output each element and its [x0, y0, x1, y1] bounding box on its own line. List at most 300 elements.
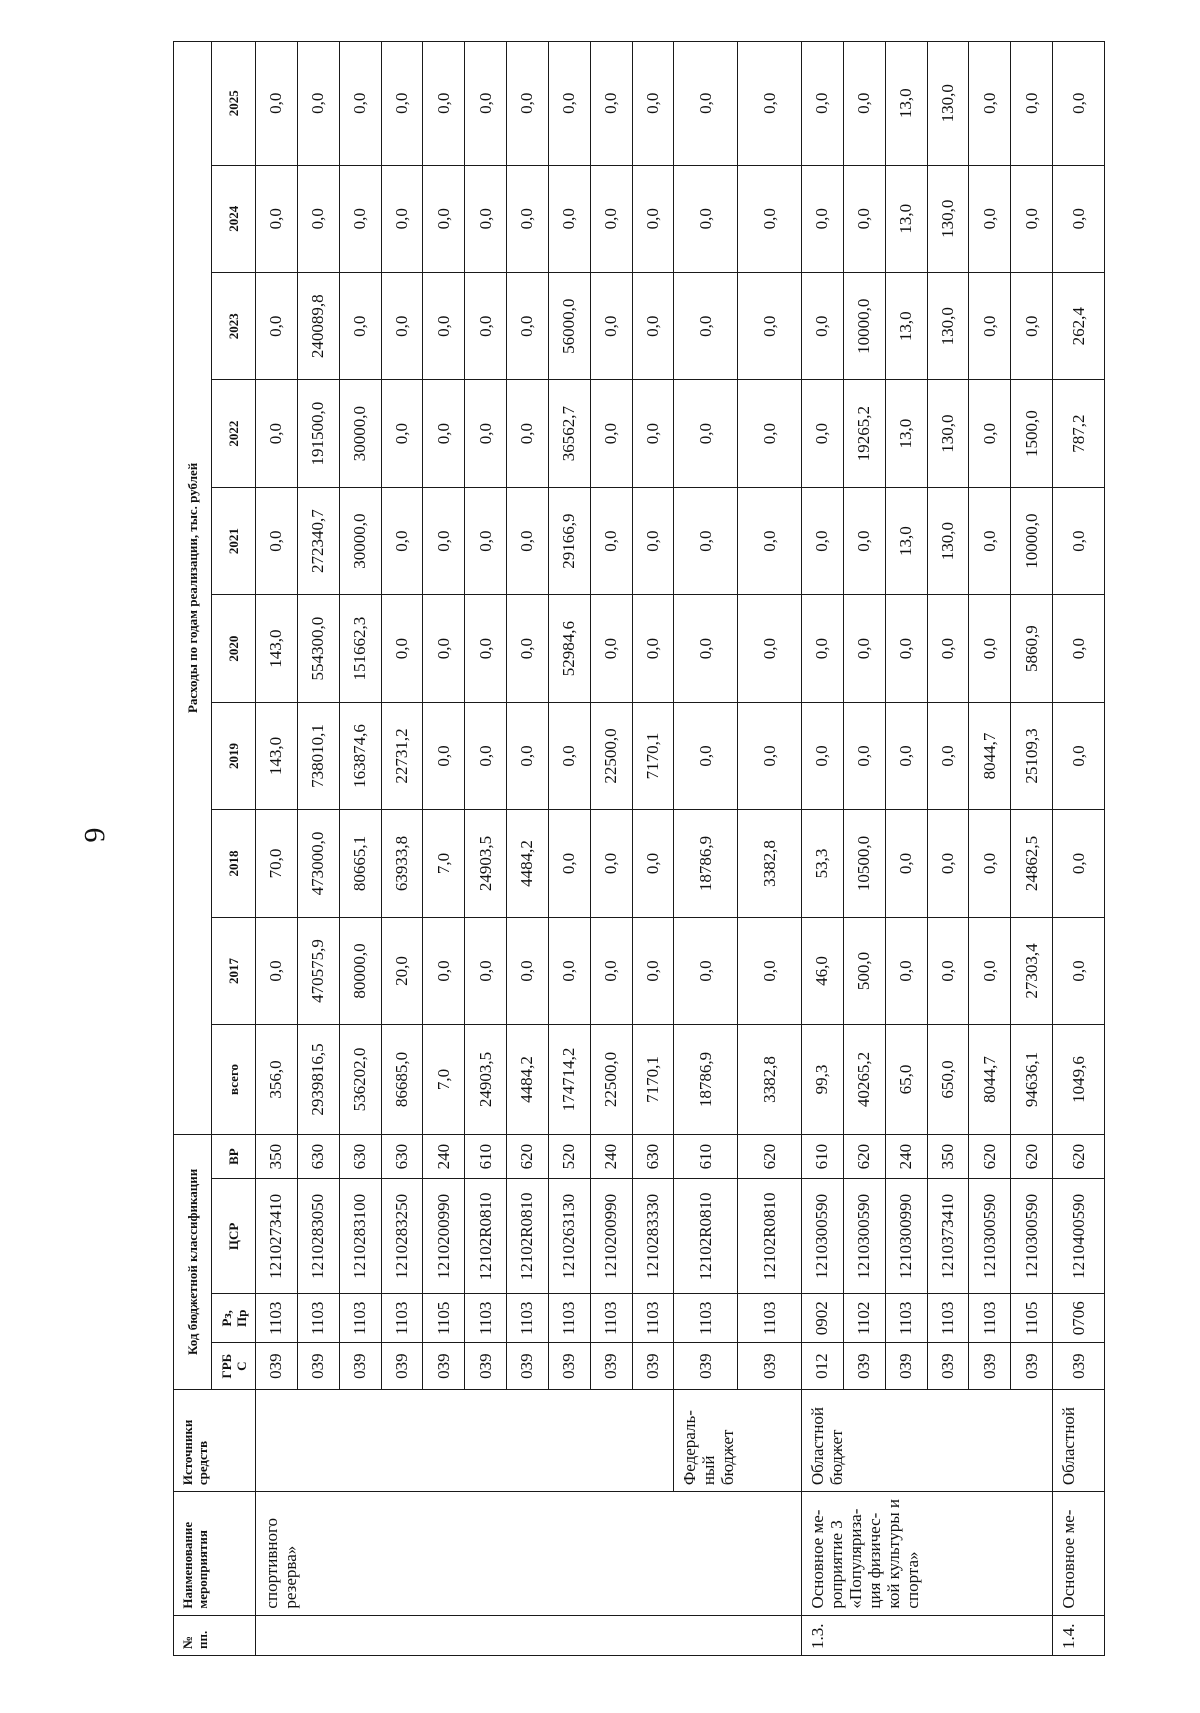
table-cell: 0,0: [674, 380, 738, 487]
table-cell: 130,0: [927, 42, 969, 166]
table-cell: 13,0: [885, 380, 927, 487]
table-cell: 0,0: [885, 702, 927, 809]
table-cell: 0,0: [548, 165, 590, 272]
table-cell: 0,0: [548, 42, 590, 166]
col-header-year: 2023: [212, 272, 256, 379]
table-cell: 174714,2: [548, 1025, 590, 1135]
table-cell: 130,0: [927, 380, 969, 487]
table-cell: 0,0: [590, 165, 632, 272]
table-cell: 1210283330: [632, 1179, 674, 1294]
table-cell: 0,0: [969, 272, 1011, 379]
table-cell: 94636,1: [1011, 1025, 1053, 1135]
table-cell: 0,0: [465, 917, 507, 1024]
table-cell: 151662,3: [339, 595, 381, 702]
table-cell: 0,0: [632, 380, 674, 487]
table-cell: 1103: [738, 1294, 802, 1343]
table-cell: 0,0: [738, 702, 802, 809]
col-header-name: Наименование мероприятия: [174, 1492, 256, 1615]
col-header-year: 2024: [212, 165, 256, 272]
table-cell: 40265,2: [843, 1025, 885, 1135]
table-cell: 22731,2: [381, 702, 423, 809]
table-cell: 10000,0: [1011, 487, 1053, 594]
table-cell: 039: [590, 1343, 632, 1390]
table-cell: 0,0: [465, 272, 507, 379]
table-cell: 0,0: [1053, 487, 1105, 594]
table-cell: 0,0: [590, 487, 632, 594]
table-cell: 1210300590: [969, 1179, 1011, 1294]
table-cell: 1103: [507, 1294, 549, 1343]
table-cell: 630: [381, 1134, 423, 1179]
table-cell: 0,0: [507, 272, 549, 379]
table-cell: 1103: [381, 1294, 423, 1343]
table-cell: 0,0: [256, 165, 298, 272]
table-cell: 0,0: [738, 595, 802, 702]
table-cell: 0,0: [423, 165, 465, 272]
table-cell: 356,0: [256, 1025, 298, 1135]
table-cell: 0,0: [423, 42, 465, 166]
table-cell: 0,0: [632, 810, 674, 917]
table-cell: 0,0: [548, 917, 590, 1024]
table-cell: 0,0: [465, 595, 507, 702]
table-cell: 1105: [423, 1294, 465, 1343]
table-cell: 554300,0: [297, 595, 339, 702]
table-cell: 039: [738, 1343, 802, 1390]
table-cell: 27303,4: [1011, 917, 1053, 1024]
table-cell: 0,0: [423, 380, 465, 487]
table-cell: 1210300590: [843, 1179, 885, 1294]
col-header-year: 2020: [212, 595, 256, 702]
table-cell: 130,0: [927, 165, 969, 272]
table-cell: 0,0: [738, 487, 802, 594]
table-cell: 0,0: [590, 380, 632, 487]
table-cell: 0,0: [507, 380, 549, 487]
activity-name: Основное ме-: [1053, 1492, 1105, 1615]
funding-source: Федераль-ный бюджет: [674, 1390, 802, 1492]
table-cell: 0,0: [507, 917, 549, 1024]
table-cell: 30000,0: [339, 487, 381, 594]
table-cell: 1210200990: [423, 1179, 465, 1294]
table-cell: 240: [423, 1134, 465, 1179]
table-cell: 536202,0: [339, 1025, 381, 1135]
table-cell: 20,0: [381, 917, 423, 1024]
table-cell: 0,0: [590, 917, 632, 1024]
table-cell: 0,0: [801, 380, 843, 487]
table-cell: 5860,9: [1011, 595, 1053, 702]
table-cell: 039: [256, 1343, 298, 1390]
table-cell: 63933,8: [381, 810, 423, 917]
col-header-year: 2018: [212, 810, 256, 917]
table-cell: 650,0: [927, 1025, 969, 1135]
col-header-rzpr: Рз, Пр: [212, 1294, 256, 1343]
table-cell: 0,0: [674, 595, 738, 702]
table-cell: 0,0: [381, 595, 423, 702]
table-cell: 0,0: [339, 272, 381, 379]
col-header-year: 2022: [212, 380, 256, 487]
table-cell: 0,0: [801, 165, 843, 272]
table-cell: 1210200990: [590, 1179, 632, 1294]
table-cell: 29166,9: [548, 487, 590, 594]
table-cell: 163874,6: [339, 702, 381, 809]
table-cell: 610: [801, 1134, 843, 1179]
table-cell: 787,2: [1053, 380, 1105, 487]
table-cell: 1103: [969, 1294, 1011, 1343]
table-cell: 630: [297, 1134, 339, 1179]
table-cell: 1049,6: [1053, 1025, 1105, 1135]
table-cell: 56000,0: [548, 272, 590, 379]
table-cell: 0,0: [632, 42, 674, 166]
col-header-budget-code: Код бюджетной классификации: [174, 1134, 212, 1389]
table-cell: 7170,1: [632, 1025, 674, 1135]
table-cell: 130,0: [927, 272, 969, 379]
table-cell: 0,0: [969, 595, 1011, 702]
table-cell: 0,0: [801, 595, 843, 702]
table-cell: 0,0: [632, 595, 674, 702]
table-cell: 99,3: [801, 1025, 843, 1135]
table-cell: 0,0: [674, 165, 738, 272]
table-cell: 610: [465, 1134, 507, 1179]
table-cell: 0,0: [590, 272, 632, 379]
table-cell: 630: [632, 1134, 674, 1179]
table-cell: 13,0: [885, 165, 927, 272]
table-cell: 8044,7: [969, 1025, 1011, 1135]
table-cell: 0,0: [590, 595, 632, 702]
table-cell: 0,0: [339, 42, 381, 166]
table-cell: 0,0: [381, 165, 423, 272]
table-cell: 350: [927, 1134, 969, 1179]
table-cell: 039: [1011, 1343, 1053, 1390]
table-cell: 1103: [590, 1294, 632, 1343]
table-cell: 240089,8: [297, 272, 339, 379]
table-cell: 1210283050: [297, 1179, 339, 1294]
table-cell: 8044,7: [969, 702, 1011, 809]
table-cell: 039: [843, 1343, 885, 1390]
table-cell: 0,0: [927, 702, 969, 809]
table-cell: 130,0: [927, 487, 969, 594]
table-cell: 039: [548, 1343, 590, 1390]
table-cell: 620: [843, 1134, 885, 1179]
funding-source: Областной бюджет: [801, 1390, 1052, 1492]
table-cell: 0,0: [548, 810, 590, 917]
table-cell: 2939816,5: [297, 1025, 339, 1135]
table-cell: 36562,7: [548, 380, 590, 487]
table-cell: 0,0: [632, 917, 674, 1024]
table-cell: 4484,2: [507, 810, 549, 917]
table-cell: 0,0: [674, 42, 738, 166]
table-cell: 039: [423, 1343, 465, 1390]
table-cell: 738010,1: [297, 702, 339, 809]
table-cell: 0,0: [381, 380, 423, 487]
row-number: 1.4.: [1053, 1615, 1105, 1655]
table-cell: 0,0: [632, 487, 674, 594]
table-cell: 0,0: [465, 380, 507, 487]
table-cell: 13,0: [885, 42, 927, 166]
table-cell: 1103: [297, 1294, 339, 1343]
table-cell: 0,0: [1053, 810, 1105, 917]
table-cell: 1105: [1011, 1294, 1053, 1343]
table-cell: 24903,5: [465, 810, 507, 917]
col-header-no: № пп.: [174, 1615, 256, 1655]
table-cell: 0,0: [381, 487, 423, 594]
table-cell: 0,0: [927, 595, 969, 702]
table-cell: 0,0: [801, 42, 843, 166]
activity-name: Основное ме-роприятие 3 «Популяриза-ция физичес-кой культуры и спорта»: [801, 1492, 1052, 1615]
table-cell: 620: [507, 1134, 549, 1179]
table-body: [256, 42, 1105, 1656]
table-cell: 143,0: [256, 702, 298, 809]
table-cell: 0,0: [885, 595, 927, 702]
table-cell: 0,0: [256, 487, 298, 594]
table-cell: 0,0: [843, 165, 885, 272]
table-cell: 0,0: [507, 165, 549, 272]
table-cell: 0,0: [590, 810, 632, 917]
table-row: [1053, 42, 1105, 1656]
col-header-year: 2019: [212, 702, 256, 809]
table-cell: 1103: [339, 1294, 381, 1343]
table-cell: 0,0: [423, 272, 465, 379]
table-cell: 22500,0: [590, 1025, 632, 1135]
table-cell: 0,0: [969, 810, 1011, 917]
table-cell: 0,0: [256, 917, 298, 1024]
table-cell: 0,0: [381, 42, 423, 166]
table-cell: 0,0: [507, 42, 549, 166]
table-cell: 0,0: [507, 595, 549, 702]
table-cell: 1210273410: [256, 1179, 298, 1294]
table-cell: 0,0: [738, 272, 802, 379]
table-cell: 65,0: [885, 1025, 927, 1135]
table-cell: 3382,8: [738, 810, 802, 917]
table-cell: 0,0: [339, 165, 381, 272]
col-header-vr: ВР: [212, 1134, 256, 1179]
table-row: [801, 42, 843, 1656]
table-cell: 500,0: [843, 917, 885, 1024]
table-cell: 1210263130: [548, 1179, 590, 1294]
table-cell: 0,0: [674, 917, 738, 1024]
table-cell: 0,0: [590, 42, 632, 166]
table-cell: 7170,1: [632, 702, 674, 809]
table-cell: 0,0: [885, 917, 927, 1024]
table-cell: 1210300990: [885, 1179, 927, 1294]
table-cell: 039: [507, 1343, 549, 1390]
table-cell: 1210373410: [927, 1179, 969, 1294]
table-cell: 12102R0810: [507, 1179, 549, 1294]
table-cell: 18786,9: [674, 1025, 738, 1135]
table-cell: 272340,7: [297, 487, 339, 594]
table-cell: 0,0: [465, 702, 507, 809]
table-cell: 52984,6: [548, 595, 590, 702]
table-cell: 3382,8: [738, 1025, 802, 1135]
table-cell: 19265,2: [843, 380, 885, 487]
table-cell: 0,0: [1011, 165, 1053, 272]
funding-source: Областной: [1053, 1390, 1105, 1492]
table-cell: 0902: [801, 1294, 843, 1343]
table-cell: 620: [1011, 1134, 1053, 1179]
col-header-year: 2021: [212, 487, 256, 594]
table-cell: 0,0: [843, 595, 885, 702]
table-cell: 0,0: [1053, 702, 1105, 809]
table-cell: 1210300590: [801, 1179, 843, 1294]
table-cell: 0,0: [423, 595, 465, 702]
table-cell: 0,0: [969, 42, 1011, 166]
col-header-year: 2017: [212, 917, 256, 1024]
table-cell: 0,0: [507, 702, 549, 809]
table-cell: 1103: [927, 1294, 969, 1343]
col-header-csr: ЦСР: [212, 1179, 256, 1294]
table-cell: 610: [674, 1134, 738, 1179]
col-header-source: Источники средств: [174, 1390, 256, 1492]
table-cell: 12102R0810: [738, 1179, 802, 1294]
table-cell: 0,0: [969, 165, 1011, 272]
table-cell: 0,0: [801, 272, 843, 379]
table-cell: 0,0: [632, 272, 674, 379]
table-cell: 1210283100: [339, 1179, 381, 1294]
table-cell: 0,0: [674, 702, 738, 809]
table-cell: 0,0: [256, 380, 298, 487]
table-cell: 80000,0: [339, 917, 381, 1024]
table-cell: 039: [674, 1343, 738, 1390]
table-cell: 0,0: [465, 42, 507, 166]
table-cell: 30000,0: [339, 380, 381, 487]
table-cell: 0,0: [1011, 42, 1053, 166]
col-header-year: 2025: [212, 42, 256, 166]
budget-table: [173, 41, 1105, 1656]
table-cell: 0,0: [927, 810, 969, 917]
table-cell: 0,0: [801, 487, 843, 594]
page-number: 6: [78, 827, 111, 843]
table-cell: 0,0: [1053, 42, 1105, 166]
table-cell: 470575,9: [297, 917, 339, 1024]
table-cell: 0,0: [1053, 165, 1105, 272]
table-cell: 039: [1053, 1343, 1105, 1390]
table-cell: 0706: [1053, 1294, 1105, 1343]
row-number: 1.3.: [801, 1615, 1052, 1655]
table-row: [256, 42, 298, 1656]
table-cell: 1210400590: [1053, 1179, 1105, 1294]
table-cell: 53,3: [801, 810, 843, 917]
table-cell: 0,0: [738, 165, 802, 272]
table-cell: 0,0: [297, 42, 339, 166]
table-cell: 0,0: [738, 42, 802, 166]
table-cell: 24903,5: [465, 1025, 507, 1135]
table-cell: 1103: [885, 1294, 927, 1343]
table-cell: 240: [885, 1134, 927, 1179]
col-header-grbs: ГРБ С: [212, 1343, 256, 1390]
table-cell: 0,0: [297, 165, 339, 272]
table-cell: 1210300590: [1011, 1179, 1053, 1294]
table-cell: 240: [590, 1134, 632, 1179]
table-cell: 039: [339, 1343, 381, 1390]
col-header-total: всего: [212, 1025, 256, 1135]
table-cell: 1210283250: [381, 1179, 423, 1294]
table-cell: 012: [801, 1343, 843, 1390]
table-cell: 18786,9: [674, 810, 738, 917]
table-cell: 4484,2: [507, 1025, 549, 1135]
table-cell: 7,0: [423, 810, 465, 917]
table-cell: 262,4: [1053, 272, 1105, 379]
table-cell: 0,0: [632, 165, 674, 272]
table-cell: 620: [1053, 1134, 1105, 1179]
table-cell: 25109,3: [1011, 702, 1053, 809]
table-cell: 12102R0810: [674, 1179, 738, 1294]
table-cell: 039: [927, 1343, 969, 1390]
table-cell: 0,0: [256, 42, 298, 166]
table-cell: 24862,5: [1011, 810, 1053, 917]
table-cell: 0,0: [256, 272, 298, 379]
table-cell: 0,0: [1011, 272, 1053, 379]
funding-source: [256, 1390, 674, 1492]
table-cell: 039: [381, 1343, 423, 1390]
table-cell: 1103: [674, 1294, 738, 1343]
table-cell: 1103: [256, 1294, 298, 1343]
table-cell: 0,0: [423, 917, 465, 1024]
table-cell: 039: [297, 1343, 339, 1390]
table-cell: 1102: [843, 1294, 885, 1343]
table-cell: 620: [738, 1134, 802, 1179]
table-cell: 0,0: [843, 42, 885, 166]
table-cell: 0,0: [969, 380, 1011, 487]
activity-name: спортивного резерва»: [256, 1492, 802, 1615]
table-cell: 1103: [548, 1294, 590, 1343]
table-cell: 86685,0: [381, 1025, 423, 1135]
table-cell: 0,0: [1053, 917, 1105, 1024]
table-cell: 0,0: [381, 272, 423, 379]
table-cell: 520: [548, 1134, 590, 1179]
table-cell: 0,0: [885, 810, 927, 917]
table-cell: 143,0: [256, 595, 298, 702]
table-cell: 620: [969, 1134, 1011, 1179]
table-cell: 0,0: [465, 165, 507, 272]
table-cell: 70,0: [256, 810, 298, 917]
table-cell: 0,0: [969, 487, 1011, 594]
table-cell: 0,0: [548, 702, 590, 809]
table-cell: 039: [465, 1343, 507, 1390]
table-cell: 191500,0: [297, 380, 339, 487]
table-cell: 473000,0: [297, 810, 339, 917]
table-cell: 1500,0: [1011, 380, 1053, 487]
table-cell: 13,0: [885, 487, 927, 594]
table-row: [674, 42, 738, 1656]
table-cell: 46,0: [801, 917, 843, 1024]
rotated-table-wrapper: [173, 41, 1105, 1656]
table-cell: 039: [632, 1343, 674, 1390]
table-cell: 0,0: [674, 272, 738, 379]
table-cell: 0,0: [801, 702, 843, 809]
table-cell: 1103: [465, 1294, 507, 1343]
table-cell: 0,0: [738, 380, 802, 487]
table-cell: 13,0: [885, 272, 927, 379]
table-cell: 0,0: [465, 487, 507, 594]
table-cell: 0,0: [843, 487, 885, 594]
table-cell: 80665,1: [339, 810, 381, 917]
table-cell: 10500,0: [843, 810, 885, 917]
col-header-expenses: Расходы по годам реализации, тыс. рублей: [174, 42, 212, 1135]
table-cell: 22500,0: [590, 702, 632, 809]
table-cell: 0,0: [738, 917, 802, 1024]
table-cell: 0,0: [969, 917, 1011, 1024]
table-cell: 0,0: [423, 487, 465, 594]
table-cell: 350: [256, 1134, 298, 1179]
table-cell: 039: [885, 1343, 927, 1390]
table-cell: 0,0: [674, 487, 738, 594]
table-cell: 0,0: [843, 702, 885, 809]
table-cell: 0,0: [1053, 595, 1105, 702]
table-cell: 0,0: [507, 487, 549, 594]
table-cell: 12102R0810: [465, 1179, 507, 1294]
table-cell: 039: [969, 1343, 1011, 1390]
table-cell: 1103: [632, 1294, 674, 1343]
row-number: [256, 1615, 802, 1655]
table-cell: 630: [339, 1134, 381, 1179]
table-cell: 7,0: [423, 1025, 465, 1135]
